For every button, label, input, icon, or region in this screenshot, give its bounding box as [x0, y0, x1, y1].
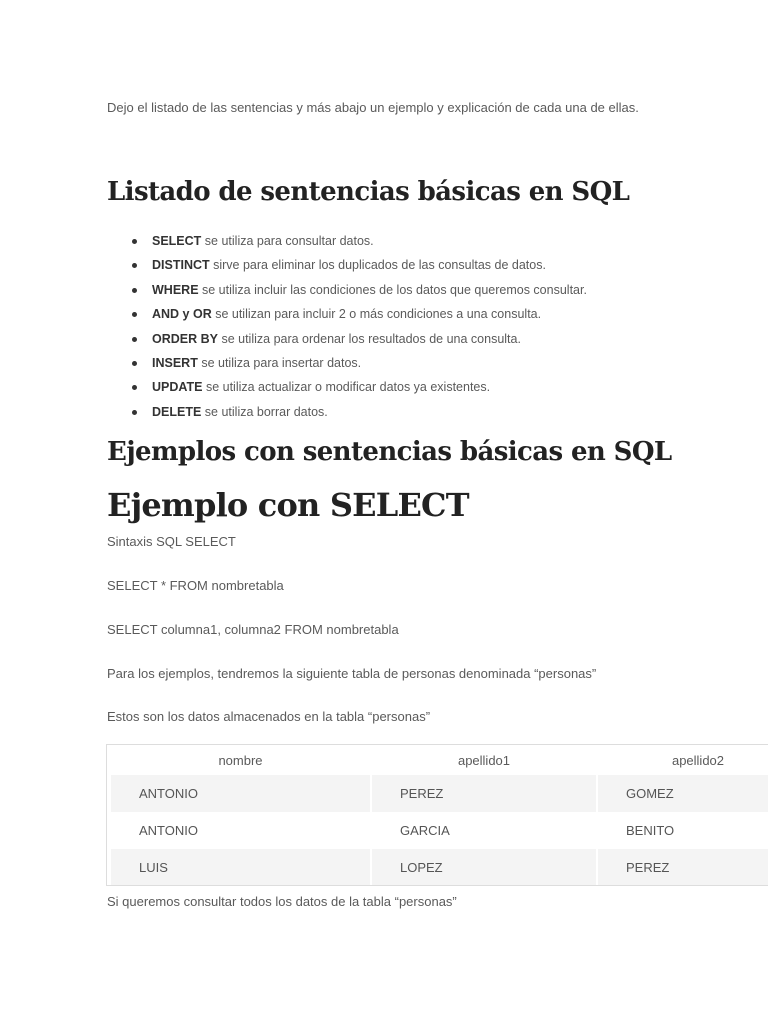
- keyword: DISTINCT: [152, 258, 210, 273]
- table-row: [111, 812, 768, 849]
- description: se utiliza borrar datos.: [201, 404, 328, 419]
- description: se utiliza incluir las condiciones de los datos que queremos consultar.: [198, 282, 587, 297]
- list-item: [152, 351, 752, 375]
- list-item: [152, 278, 752, 302]
- column-header: nombre: [218, 752, 263, 768]
- keyword: AND y OR: [152, 307, 212, 322]
- keyword: DELETE: [152, 404, 202, 419]
- list-item: [152, 400, 752, 424]
- description: se utiliza para ordenar los resultados de una consulta.: [217, 331, 521, 346]
- examples-paragraph: Para los ejemplos, tendremos la siguiente tabla de personas denominada “personas”: [107, 666, 597, 681]
- table-row: [111, 849, 768, 886]
- list-item: [152, 253, 752, 277]
- column-header: apellido2: [671, 752, 725, 768]
- list-item: [152, 302, 752, 326]
- list-item: [152, 327, 752, 351]
- stored-data-paragraph: Estos son los datos almacenados en la tabla “personas”: [107, 709, 431, 724]
- intro-paragraph: Dejo el listado de las sentencias y más abajo un ejemplo y explicación de cada una de ellas.: [107, 100, 639, 115]
- keyword: WHERE: [152, 282, 199, 297]
- table-cell: LOPEZ: [372, 849, 596, 886]
- keyword: ORDER BY: [152, 331, 218, 346]
- keyword: UPDATE: [152, 380, 203, 395]
- table-cell: GARCIA: [372, 812, 596, 849]
- table-cell: PEREZ: [372, 775, 596, 812]
- heading-select: Ejemplo con SELECT: [107, 486, 469, 524]
- select-columns-example: SELECT columna1, columna2 FROM nombretabla: [107, 622, 399, 637]
- table-cell: ANTONIO: [111, 812, 370, 849]
- table-header-row: [111, 745, 768, 775]
- select-all-example: SELECT * FROM nombretabla: [107, 578, 284, 593]
- personas-table-container: [106, 744, 768, 886]
- table-cell: ANTONIO: [111, 775, 370, 812]
- table-cell: PEREZ: [598, 849, 768, 886]
- sentence-list: [107, 229, 752, 424]
- description: se utiliza para insertar datos.: [197, 356, 362, 371]
- syntax-paragraph: Sintaxis SQL SELECT: [107, 534, 236, 549]
- query-all-paragraph: Si queremos consultar todos los datos de la tabla “personas”: [107, 894, 457, 909]
- table-cell: LUIS: [111, 849, 370, 886]
- heading-ejemplos: Ejemplos con sentencias básicas en SQL: [107, 437, 672, 467]
- list-item: [152, 229, 752, 253]
- table-cell: BENITO: [598, 812, 768, 849]
- keyword: INSERT: [152, 356, 198, 371]
- description: sirve para eliminar los duplicados de las consultas de datos.: [209, 258, 546, 273]
- personas-table: [109, 745, 768, 886]
- list-item: [152, 375, 752, 399]
- description: se utiliza actualizar o modificar datos ya existentes.: [202, 380, 491, 395]
- table-cell: GOMEZ: [598, 775, 768, 812]
- description: se utilizan para incluir 2 o más condiciones a una consulta.: [211, 307, 542, 322]
- heading-listado: Listado de sentencias básicas en SQL: [107, 177, 630, 207]
- keyword: SELECT: [152, 234, 202, 248]
- description: se utiliza para consultar datos.: [201, 234, 374, 248]
- table-row: [111, 775, 768, 812]
- column-header: apellido1: [457, 752, 511, 768]
